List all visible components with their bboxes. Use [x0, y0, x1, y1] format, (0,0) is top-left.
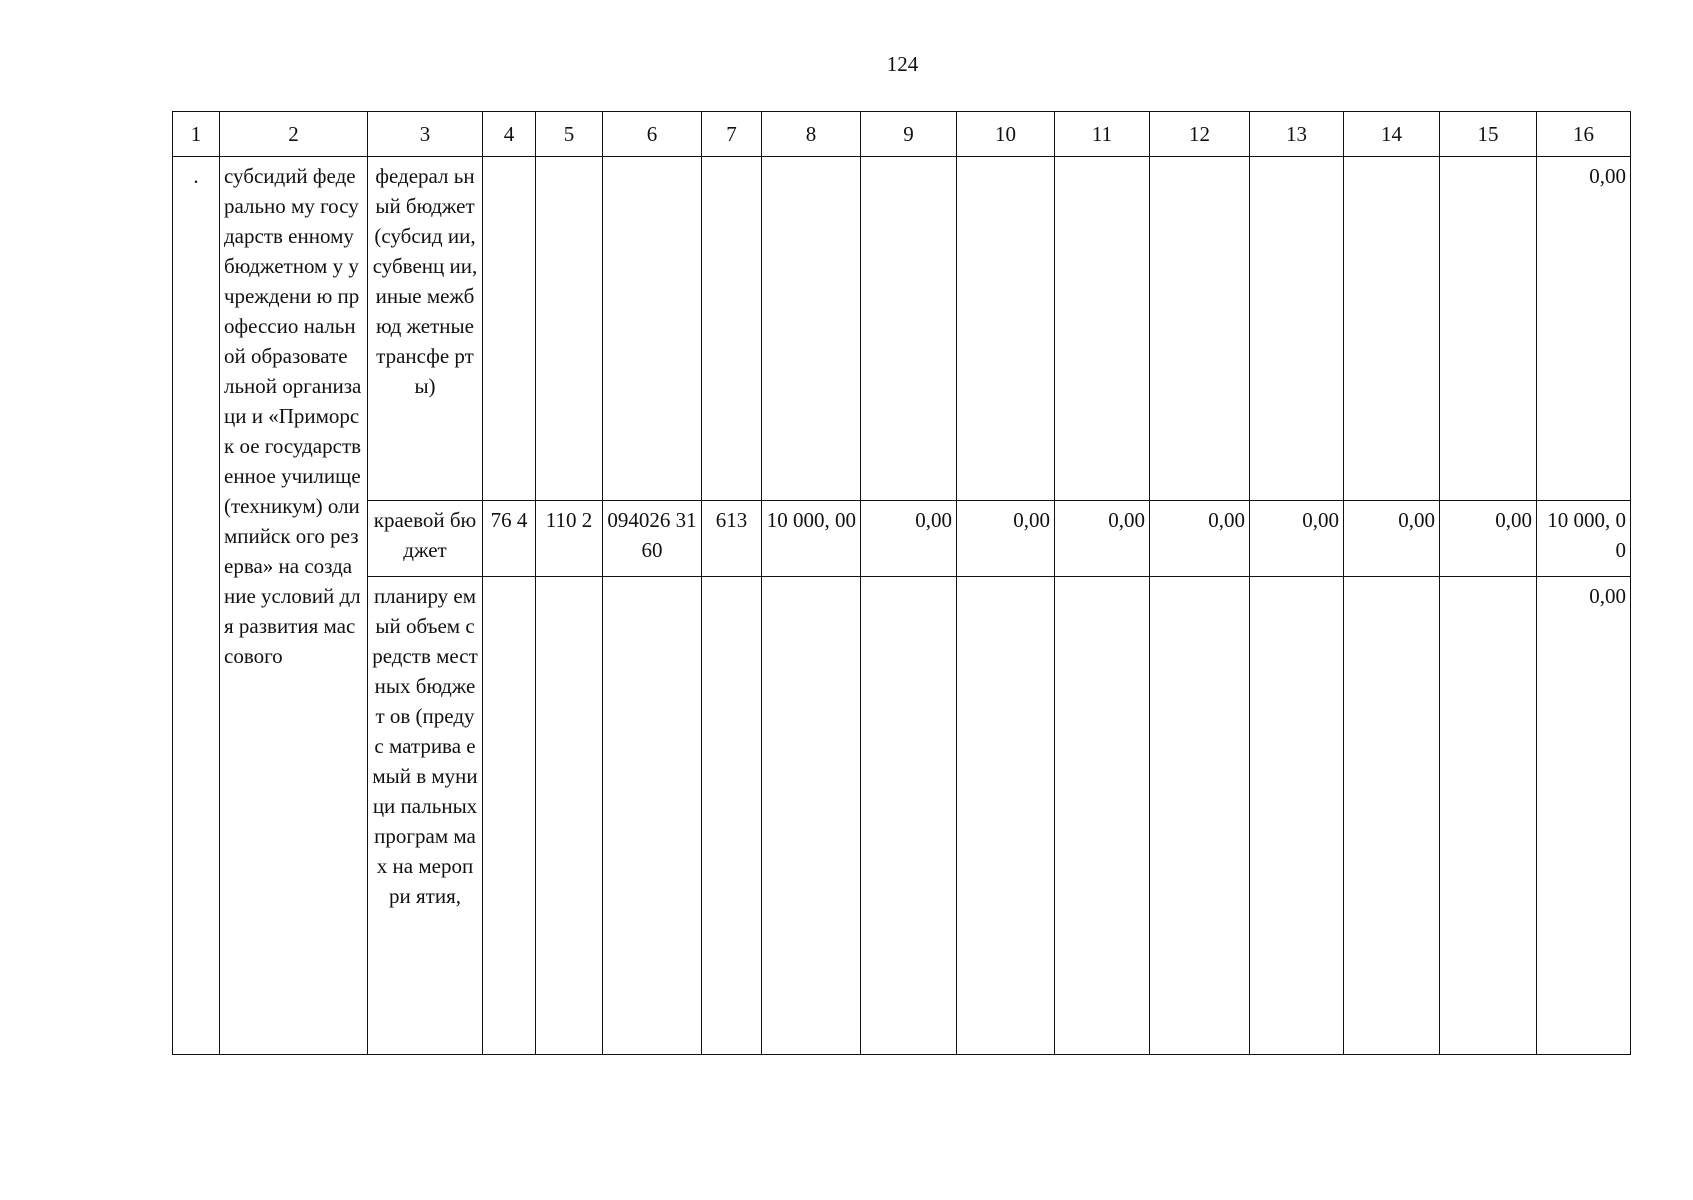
- cell-c15: [1440, 157, 1537, 501]
- cell-c16: 0,00: [1537, 577, 1631, 1055]
- col-header-15: 15: [1440, 112, 1537, 157]
- cell-c9: [861, 157, 957, 501]
- cell-c14: [1344, 157, 1440, 501]
- cell-c5: 110 2: [536, 501, 603, 577]
- cell-c13: [1250, 577, 1344, 1055]
- funding-source-local: планиру емый объем средств местных бюджет ов (предус матрива емый в муници пальных програм мах на меропри ятия,: [368, 577, 483, 1055]
- col-header-2: 2: [220, 112, 368, 157]
- page-number: 124: [886, 52, 919, 76]
- col-header-5: 5: [536, 112, 603, 157]
- cell-c8: 10 000, 00: [762, 501, 861, 577]
- cell-c7: 613: [702, 501, 762, 577]
- col-header-9: 9: [861, 112, 957, 157]
- cell-c9: 0,00: [861, 501, 957, 577]
- col-header-16: 16: [1537, 112, 1631, 157]
- cell-c4: [483, 157, 536, 501]
- cell-c5: [536, 157, 603, 501]
- cell-c13: [1250, 157, 1344, 501]
- header-row: [173, 112, 1631, 157]
- cell-c11: [1055, 577, 1150, 1055]
- row-number-cell: .: [173, 157, 220, 1055]
- cell-c7: [702, 157, 762, 501]
- cell-c12: [1150, 157, 1250, 501]
- col-header-14: 14: [1344, 112, 1440, 157]
- col-header-7: 7: [702, 112, 762, 157]
- col-header-4: 4: [483, 112, 536, 157]
- col-header-12: 12: [1150, 112, 1250, 157]
- col-header-10: 10: [957, 112, 1055, 157]
- cell-c12: [1150, 577, 1250, 1055]
- cell-c8: [762, 157, 861, 501]
- cell-c11: [1055, 157, 1150, 501]
- col-header-3: 3: [368, 112, 483, 157]
- cell-c10: [957, 157, 1055, 501]
- cell-c15: [1440, 577, 1537, 1055]
- budget-table: [172, 111, 1631, 1055]
- table-row: [173, 157, 1631, 501]
- cell-c9: [861, 577, 957, 1055]
- col-header-11: 11: [1055, 112, 1150, 157]
- cell-c15: 0,00: [1440, 501, 1537, 577]
- cell-c6: [603, 157, 702, 501]
- table-row: [173, 577, 1631, 1055]
- col-header-8: 8: [762, 112, 861, 157]
- table-row: [173, 501, 1631, 577]
- col-header-6: 6: [603, 112, 702, 157]
- measure-description: субсидий федерально му государств енному бюджетном у учреждени ю профессио нальной образовате льной организаци и «Приморск ое государств енное училище (техникум) олимпийск ого резерва» на создание условий для развития массового: [220, 157, 368, 1055]
- cell-c4: [483, 577, 536, 1055]
- cell-c6: [603, 577, 702, 1055]
- cell-c14: [1344, 577, 1440, 1055]
- cell-c7: [702, 577, 762, 1055]
- cell-c12: 0,00: [1150, 501, 1250, 577]
- funding-source-federal: федерал ьный бюджет (субсид ии, субвенц ии, иные межбюд жетные трансфе рты): [368, 157, 483, 501]
- cell-c8: [762, 577, 861, 1055]
- cell-c4: 76 4: [483, 501, 536, 577]
- cell-c6: 094026 3160: [603, 501, 702, 577]
- cell-c10: [957, 577, 1055, 1055]
- cell-c5: [536, 577, 603, 1055]
- cell-c14: 0,00: [1344, 501, 1440, 577]
- cell-c13: 0,00: [1250, 501, 1344, 577]
- col-header-13: 13: [1250, 112, 1344, 157]
- funding-source-regional: краевой бюджет: [368, 501, 483, 577]
- cell-c10: 0,00: [957, 501, 1055, 577]
- col-header-1: 1: [173, 112, 220, 157]
- cell-c16: 0,00: [1537, 157, 1631, 501]
- cell-c16: 10 000, 00: [1537, 501, 1631, 577]
- cell-c11: 0,00: [1055, 501, 1150, 577]
